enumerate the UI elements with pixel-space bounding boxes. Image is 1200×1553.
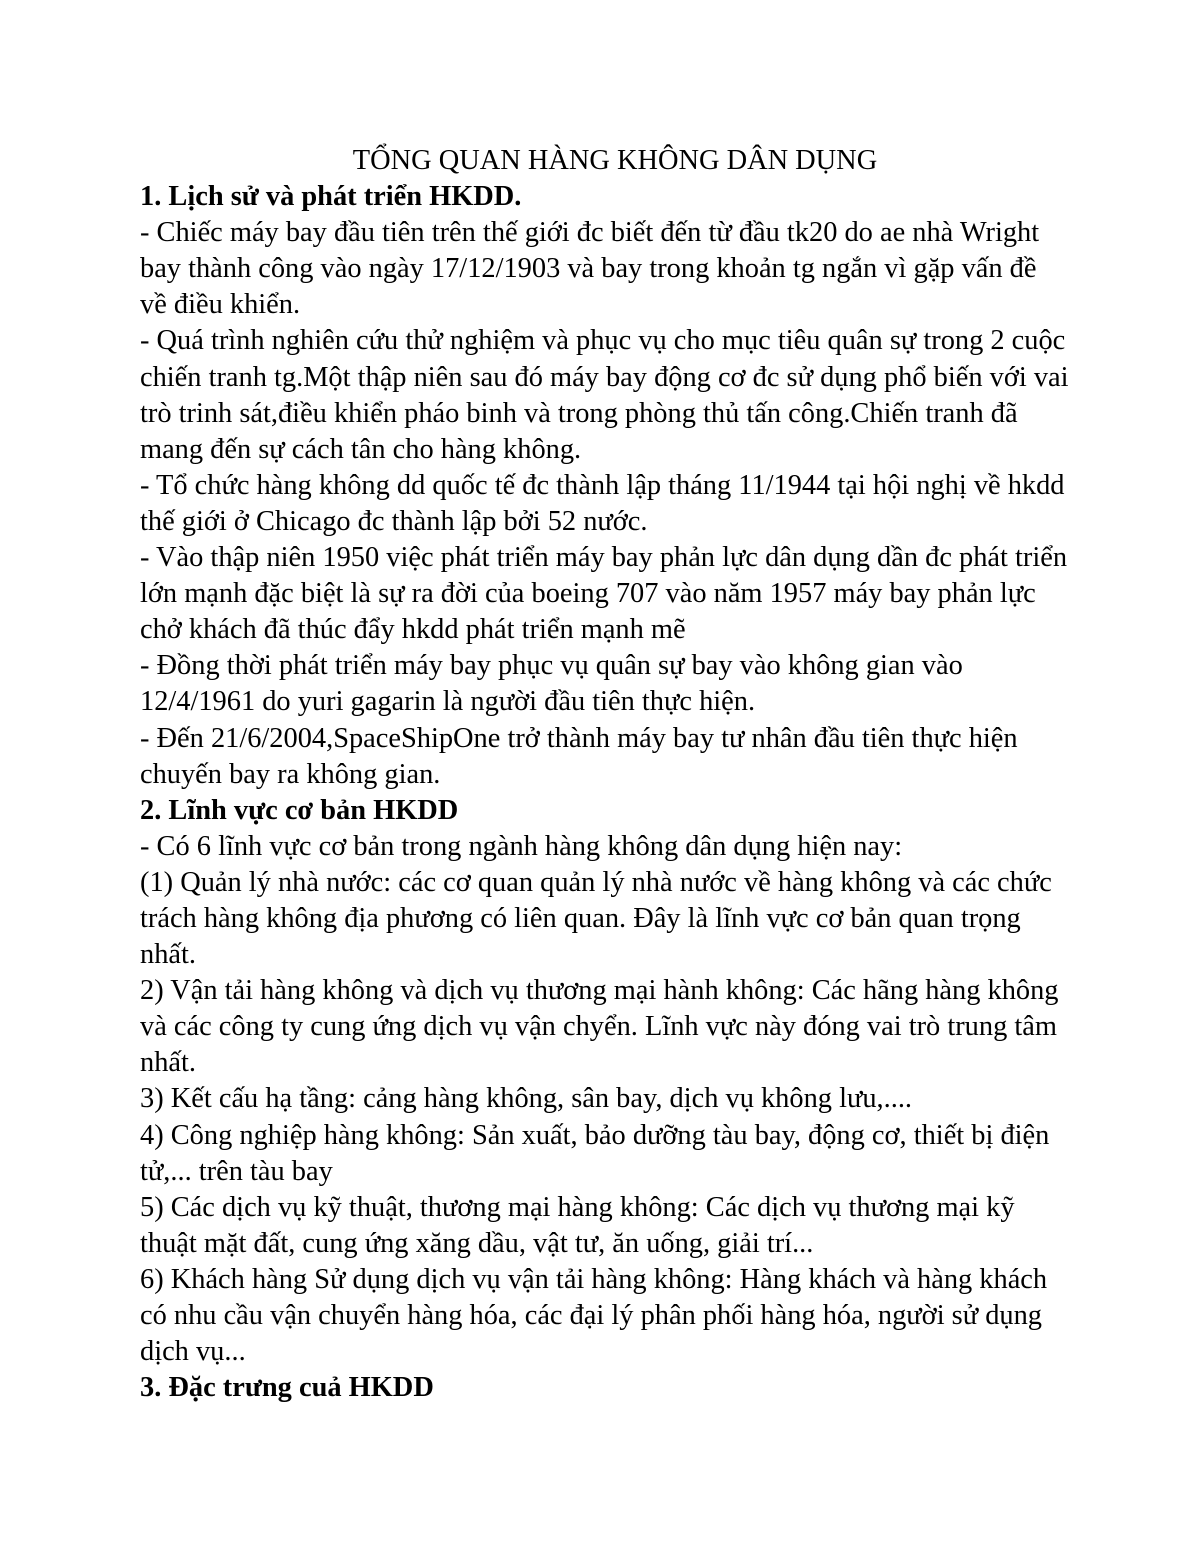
paragraph: - Tổ chức hàng không dd quốc tế đc thành lập tháng 11/1944 tại hội nghị về hkdd thế giới ở Chicago đc thành lập bởi 52 nước.	[140, 469, 1065, 537]
paragraph: - Quá trình nghiên cứu thử nghiệm và phục vụ cho mục tiêu quân sự trong 2 cuộc chiến tranh tg.Một thập niên sau đó máy bay động cơ đc sử dụng phổ biến với vai trò trinh sát,điều khiển pháo binh và trong phòng thủ tấn công.Chiến tranh đã mang đến sự cách tân cho hàng không.	[140, 325, 1069, 465]
section-heading: 2. Lĩnh vực cơ bản HKDD	[140, 794, 459, 826]
paragraph: - Đồng thời phát triển máy bay phục vụ quân sự bay vào không gian vào 12/4/1961 do yuri gagarin là người đầu tiên thực hiện.	[140, 650, 963, 718]
paragraph: - Chiếc máy bay đầu tiên trên thế giới đc biết đến từ đầu tk20 do ae nhà Wright bay thành công vào ngày 17/12/1903 và bay trong khoản tg ngắn vì gặp vấn đề về điều khiển.	[140, 217, 1040, 321]
paragraph: - Đến 21/6/2004,SpaceShipOne trở thành máy bay tư nhân đầu tiên thực hiện chuyến bay ra không gian.	[140, 722, 1018, 790]
list-item: 4) Công nghiệp hàng không: Sản xuất, bảo dưỡng tàu bay, động cơ, thiết bị điện tử,... trên tàu bay	[140, 1119, 1050, 1187]
paragraph: - Có 6 lĩnh vực cơ bản trong ngành hàng không dân dụng hiện nay:	[140, 830, 903, 862]
section-heading: 1. Lịch sử và phát triển HKDD.	[140, 181, 522, 213]
paragraph: - Vào thập niên 1950 việc phát triển máy bay phản lực dân dụng dần đc phát triển lớn mạnh đặc biệt là sự ra đời của boeing 707 vào năm 1957 máy bay phản lực chở khách đã thúc đẩy hkdd phát triển mạnh mẽ	[140, 542, 1068, 646]
list-item: 5) Các dịch vụ kỹ thuật, thương mại hàng không: Các dịch vụ thương mại kỹ thuật mặt đất, cung ứng xăng dầu, vật tư, ăn uống, giải trí...	[140, 1191, 1015, 1259]
document-body	[140, 143, 1070, 1406]
list-item: 2) Vận tải hàng không và dịch vụ thương mại hành không: Các hãng hàng không và các công ty cung ứng dịch vụ vận chyển. Lĩnh vực này đóng vai trò trung tâm nhất.	[140, 975, 1059, 1079]
document-title: TỔNG QUAN HÀNG KHÔNG DÂN DỤNG	[352, 145, 878, 176]
list-item: 3) Kết cấu hạ tầng: cảng hàng không, sân bay, dịch vụ không lưu,....	[140, 1083, 913, 1115]
list-item: (1) Quản lý nhà nước: các cơ quan quản lý nhà nước về hàng không và các chức trách hàng không địa phương có liên quan. Đây là lĩnh vực cơ bản quan trọng nhất.	[140, 866, 1052, 971]
section-heading: 3. Đặc trưng cuả HKDD	[140, 1372, 434, 1404]
list-item: 6) Khách hàng Sử dụng dịch vụ vận tải hàng không: Hàng khách và hàng khách có nhu cầu vận chuyển hàng hóa, các đại lý phân phối hàng hóa, người sử dụng dịch vụ...	[140, 1263, 1048, 1368]
